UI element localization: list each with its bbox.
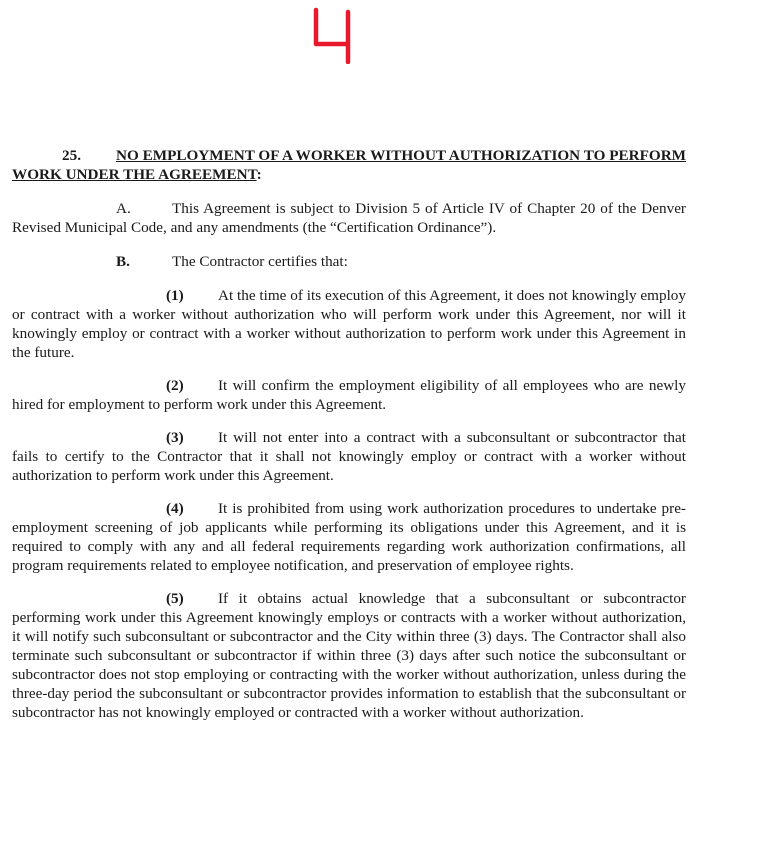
clause-2 [12, 376, 686, 414]
clause-3-label: (3) [166, 429, 184, 446]
paragraph-a-label: A. [116, 200, 131, 217]
clause-5-label: (5) [166, 590, 184, 607]
clause-2-text: It will confirm the employment eligibility of all employees who are newly hired for employment to perform work under this Agreement. [12, 377, 686, 413]
paragraph-b [12, 252, 686, 271]
section-title: NO EMPLOYMENT OF A WORKER WITHOUT AUTHORIZATION TO PERFORM WORK UNDER THE AGREEMENT [12, 147, 686, 183]
document-body [12, 146, 686, 722]
clause-1-text: At the time of its execution of this Agreement, it does not knowingly employ or contract with a worker without authorization who will perform work under this Agreement, nor will it knowingly employ or contract with a worker without authorization to perform work under this Agreement in the future. [12, 287, 686, 361]
clause-1 [12, 286, 686, 362]
clause-2-label: (2) [166, 377, 184, 394]
clause-3 [12, 428, 686, 485]
clause-4-label: (4) [166, 500, 184, 517]
clause-1-label: (1) [166, 287, 184, 304]
section-title-colon: : [256, 166, 262, 183]
paragraph-b-label: B. [116, 253, 130, 270]
clause-4 [12, 499, 686, 575]
section-number: 25. [62, 147, 81, 164]
section-heading [12, 146, 686, 184]
clause-5 [12, 589, 686, 722]
paragraph-a [12, 199, 686, 237]
clause-4-text: It is prohibited from using work authorization procedures to undertake pre-employment screening of job applicants while performing its obligations under this Agreement, and it is required to comply with any and all federal requirements regarding work authorization confirmations, all program requirements related to employee notification, and preservation of employee rights. [12, 500, 686, 574]
clause-3-text: It will not enter into a contract with a subconsultant or subcontractor that fails to certify to the Contractor that it shall not knowingly employ or contract with a worker without authorization to perform work under this Agreement. [12, 429, 686, 484]
clause-5-text: If it obtains actual knowledge that a subconsultant or subcontractor performing work under this Agreement knowingly employs or contracts with a worker without authorization, it will notify such subconsultant or subcontractor and the City within three (3) days. The Contractor shall also terminate such subconsultant or subcontractor if within three (3) days after such notice the subconsultant or subcontractor does not stop employing or contracting with the worker without authorization, unless during the three-day period the subconsultant or subcontractor provides information to establish that the subconsultant or subcontractor has not knowingly employed or contracted with a worker without authorization. [12, 590, 686, 721]
paragraph-b-text: The Contractor certifies that: [172, 253, 348, 270]
paragraph-a-text: This Agreement is subject to Division 5 of Article IV of Chapter 20 of the Denver Revised Municipal Code, and any amendments (the “Certification Ordinance”). [12, 200, 686, 236]
handwritten-number-mark [308, 4, 358, 64]
